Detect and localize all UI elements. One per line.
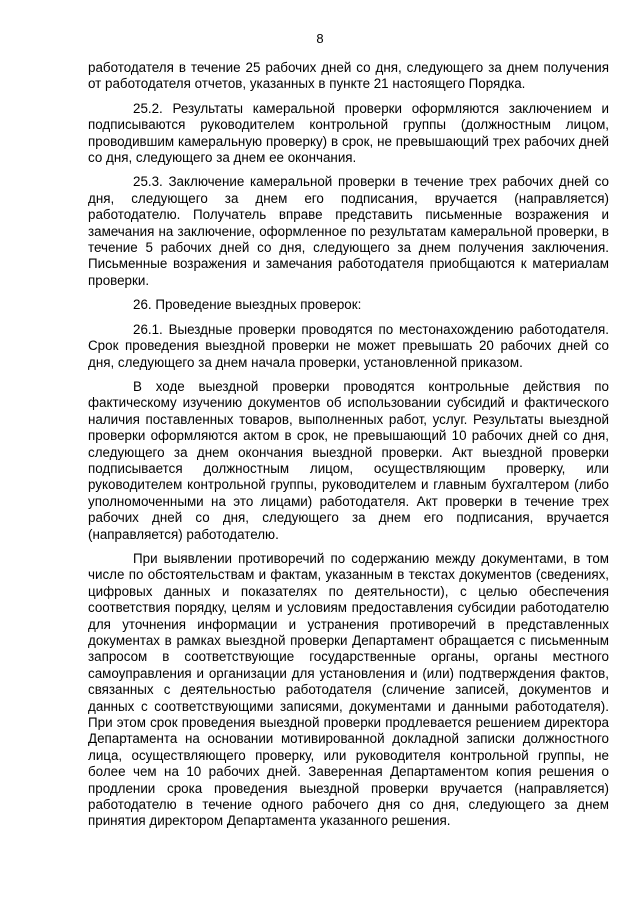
paragraph-field-check-process: В ходе выездной проверки проводятся контрольные действия по фактическому изучению документов об использовании субсидий и фактического наличия поставленных товаров, выполненных работ, услуг. Результаты выездной проверки оформляются актом в срок, не превышающий 10 рабочих дней со дня, следующего за днем окончания выездной проверки. Акт выездной проверки подписывается должностным лицом, осуществляющим проверку, или руководителем контрольной группы, руководителем и главным бухгалтером (либо уполномоченными на это лицами) работодателя. Акт проверки в течение трех рабочих дней со дня, следующего за днем его подписания, вручается (направляется) работодателю. — [88, 378, 609, 542]
page-number: 8 — [316, 31, 324, 46]
paragraph-contradictions: При выявлении противоречий по содержанию между документами, в том числе по обстоятельствам и фактам, указанным в текстах документов (сведениях, цифровых данных и показателях по деятельности), с целью обеспечения соответствия порядку, целям и условиям предоставления субсидии работодателю для уточнения информации и устранения противоречий в представленных документах в рамках выездной проверки Департамент обращается с письменным запросом в соответствующие государственные органы, органы местного самоуправления и организации для установления и (или) подтверждения фактов, связанных с деятельностью работодателя (сличение записей, документов и данных с соответствующими записями, документами и данными работодателя). При этом срок проведения выездной проверки продлевается решением директора Департамента на основании мотивированной докладной записки должностного лица, осуществляющего проверку, или руководителя контрольной группы, не более чем на 10 рабочих дней. Заверенная Департаментом копия решения о продлении срока проведения выездной проверки вручается (направляется) работодателю в течение одного рабочего дня со дня, следующего за днем принятия директором Департамента указанного решения. — [88, 550, 609, 829]
paragraph-25-3: 25.3. Заключение камеральной проверки в течение трех рабочих дней со дня, следующего за днем его подписания, вручается (направляется) работодателю. Получатель вправе представить письменные возражения и замечания на заключение, оформленное по результатам камеральной проверки, в течение 5 рабочих дней со дня, следующего за днем получения заключения. Письменные возражения и замечания работодателя приобщаются к материалам проверки. — [88, 174, 609, 288]
paragraph-26-1: 26.1. Выездные проверки проводятся по местонахождению работодателя. Срок проведения выездной проверки не может превышать 20 рабочих дней со дня, следующего за днем начала проверки, установленной приказом. — [88, 321, 609, 370]
paragraph-continuation: работодателя в течение 25 рабочих дней со дня, следующего за днем получения от работодателя отчетов, указанных в пункте 21 настоящего Порядка. — [88, 60, 609, 92]
body-text — [88, 60, 609, 830]
paragraph-25-2: 25.2. Результаты камеральной проверки оформляются заключением и подписываются руководителем контрольной группы (должностным лицом, проводившим камеральную проверку) в срок, не превышающий трех рабочих дней со дня, следующего за днем ее окончания. — [88, 100, 609, 166]
paragraph-26-heading: 26. Проведение выездных проверок: — [133, 297, 362, 313]
